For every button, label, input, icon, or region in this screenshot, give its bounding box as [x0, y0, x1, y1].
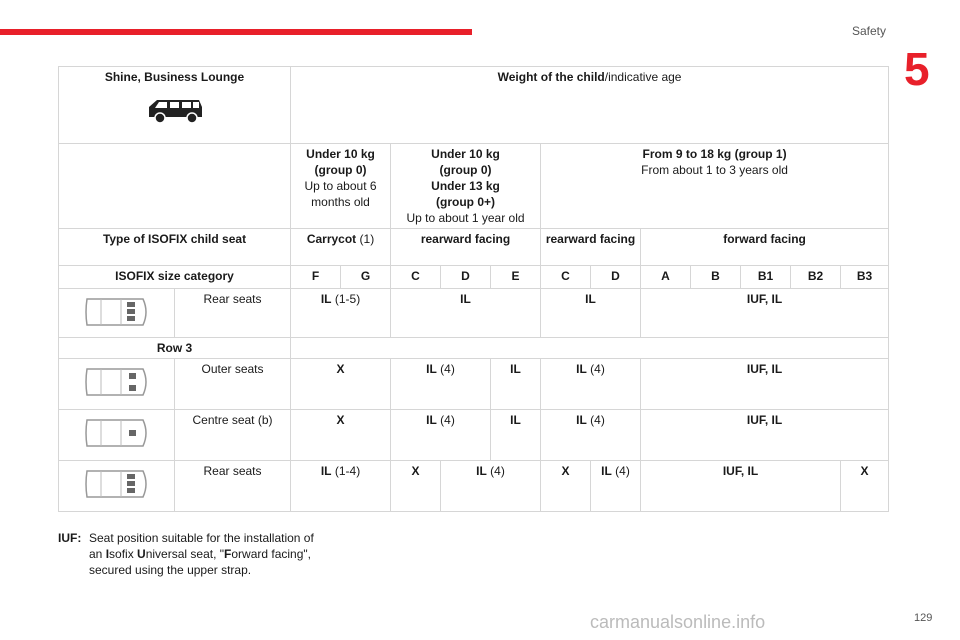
van-icon: [145, 95, 205, 125]
header-weight-cell: [291, 67, 889, 144]
type-forward: forward facing: [641, 229, 889, 266]
footnote-part: orward facing", secured using the upper strap.: [89, 547, 311, 577]
size-cell: B1: [741, 266, 791, 289]
size-cell: D: [441, 266, 491, 289]
group-cell: [391, 144, 541, 229]
header-trim-cell: [59, 67, 291, 144]
value-note: (4): [611, 464, 630, 478]
value-cell: X: [841, 461, 889, 512]
size-cell: A: [641, 266, 691, 289]
value-text: IL: [601, 464, 612, 478]
value-cell: [391, 359, 491, 410]
weight-label: Weight of the child: [497, 70, 605, 84]
size-label: ISOFIX size category: [59, 266, 291, 289]
size-cell: B2: [791, 266, 841, 289]
footnote-part: sofix: [109, 547, 138, 561]
size-cell: C: [391, 266, 441, 289]
size-cell: G: [341, 266, 391, 289]
red-header-bar: [0, 29, 472, 35]
value-text: IL: [320, 292, 332, 306]
value-note: (4): [436, 362, 455, 376]
value-text: IL: [576, 362, 587, 376]
value-cell: X: [391, 461, 441, 512]
group-text: Under 13 kg: [431, 179, 500, 193]
size-cell: F: [291, 266, 341, 289]
footnote-iuf: [58, 530, 328, 578]
page-number: 129: [914, 612, 933, 624]
value-note: (1-5): [331, 292, 361, 306]
type-text: Carrycot: [306, 232, 357, 246]
value-note: (1-4): [331, 464, 361, 478]
value-cell: [291, 289, 391, 338]
type-rearward: rearward facing: [541, 229, 641, 266]
value-cell: IUF, IL: [641, 461, 841, 512]
watermark: carmanualsonline.info: [590, 612, 766, 632]
value-cell: [441, 461, 541, 512]
value-text: IL: [576, 413, 587, 427]
value-cell: IUF, IL: [641, 410, 889, 461]
value-cell: IL: [491, 359, 541, 410]
footnote-part: niversal seat, ": [145, 547, 225, 561]
group-text: (group 0): [439, 163, 492, 177]
car-outer-seats-icon: [81, 363, 153, 401]
value-cell: [591, 461, 641, 512]
group-text: Up to about 6: [304, 179, 377, 193]
empty-cell: [291, 338, 889, 359]
age-label: /indicative age: [604, 70, 682, 84]
group-text: Under 10 kg: [431, 147, 500, 161]
value-cell: IL: [391, 289, 541, 338]
isofix-table: [58, 66, 889, 512]
value-note: (4): [586, 362, 605, 376]
value-cell: X: [291, 359, 391, 410]
group-text: Under 10 kg: [306, 147, 375, 161]
seat-label: Rear seats: [175, 461, 291, 512]
trim-label: Shine, Business Lounge: [104, 70, 245, 84]
value-cell: IL: [491, 410, 541, 461]
type-note: (1): [356, 232, 375, 246]
group-text: (group 0): [314, 163, 367, 177]
value-cell: [541, 359, 641, 410]
size-cell: B3: [841, 266, 889, 289]
section-title: Safety: [852, 24, 887, 38]
footnote-part: U: [137, 547, 146, 561]
group-text: From 9 to 18 kg (group 1): [642, 147, 787, 161]
value-cell: [391, 410, 491, 461]
seat-label: Centre seat (b): [175, 410, 291, 461]
car-centre-seat-icon: [81, 414, 153, 452]
value-note: (4): [586, 413, 605, 427]
value-cell: X: [541, 461, 591, 512]
value-text: IL: [426, 413, 437, 427]
type-carrycot: [291, 229, 391, 266]
value-cell: [291, 461, 391, 512]
footnote-key: IUF:: [58, 531, 82, 545]
seat-diagram-cell: [59, 410, 175, 461]
type-label: Type of ISOFIX child seat: [59, 229, 291, 266]
value-cell: X: [291, 410, 391, 461]
group-text: Up to about 1 year old: [406, 211, 525, 225]
value-note: (4): [436, 413, 455, 427]
value-text: IL: [476, 464, 487, 478]
value-cell: IL: [541, 289, 641, 338]
value-note: (4): [486, 464, 505, 478]
car-rear-seats-icon: [81, 293, 153, 331]
group-text: From about 1 to 3 years old: [641, 163, 788, 177]
group-cell: [291, 144, 391, 229]
footnote-part: F: [224, 547, 232, 561]
chapter-number: 5: [904, 43, 930, 95]
car-rear-seats-icon: [81, 465, 153, 503]
empty-cell: [59, 144, 291, 229]
size-cell: B: [691, 266, 741, 289]
group-text: months old: [311, 195, 370, 209]
type-rearward: rearward facing: [391, 229, 541, 266]
seat-label: Rear seats: [175, 289, 291, 338]
footnote-text: [89, 530, 328, 578]
row3-label: Row 3: [59, 338, 291, 359]
footnote-part: I: [105, 547, 110, 561]
seat-label: Outer seats: [175, 359, 291, 410]
footnote-part: Seat position suitable for the installation of an: [89, 531, 314, 561]
value-text: IL: [320, 464, 332, 478]
value-cell: IUF, IL: [641, 289, 889, 338]
value-text: IL: [426, 362, 437, 376]
size-cell: C: [541, 266, 591, 289]
group-cell: [541, 144, 889, 229]
size-cell: D: [591, 266, 641, 289]
value-cell: IUF, IL: [641, 359, 889, 410]
value-cell: [541, 410, 641, 461]
seat-diagram-cell: [59, 359, 175, 410]
seat-diagram-cell: [59, 289, 175, 338]
size-cell: E: [491, 266, 541, 289]
seat-diagram-cell: [59, 461, 175, 512]
group-text: (group 0+): [436, 195, 496, 209]
